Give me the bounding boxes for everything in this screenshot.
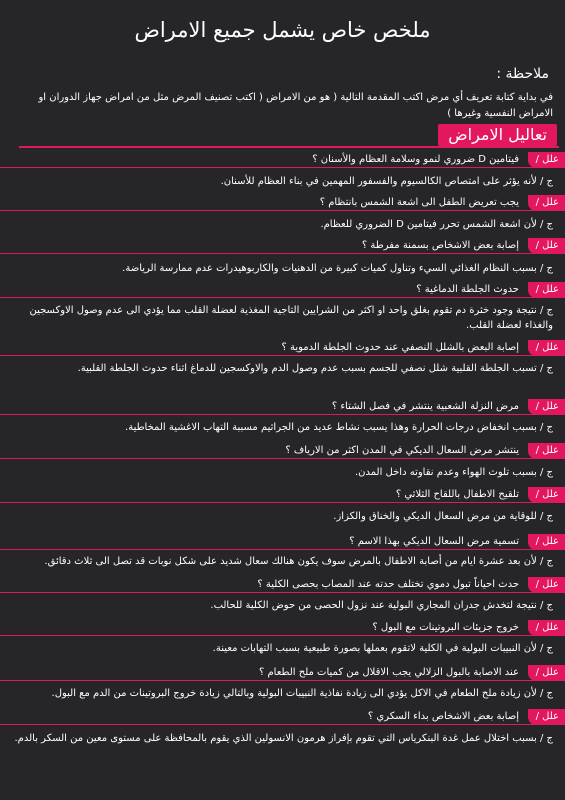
question-text: إصابة البعض بالشلل النصفي عند حدوث الجلطة الدموية ؟ xyxy=(281,342,519,353)
question-row xyxy=(0,282,565,298)
question-badge: علل / xyxy=(528,399,565,415)
answer-text: ج / بسبب انخفاض درجات الحرارة وهذا يسبب نشاط عديد من الجراثيم مسببة التهاب الاغشية المخاطية. xyxy=(125,422,553,433)
question-badge: علل / xyxy=(528,443,565,459)
answer-text: ج / بسبب النظام الغذائي السيء وتناول كميات كبيرة من الدهنيات والكاربوهيدرات عدم ممارسة الرياضة. xyxy=(122,263,553,274)
question-badge: علل / xyxy=(528,709,565,725)
answer-text: ج / لأنه يؤثر على امتصاص الكالسيوم والفسفور المهمين في بناء العظام للأسنان. xyxy=(220,176,553,187)
question-badge: علل / xyxy=(528,340,565,356)
section-title: تعاليل الامراض xyxy=(438,124,557,146)
question-row xyxy=(0,340,565,356)
answer-text: ج / لأن اشعة الشمس تحرر فيتامين D الضروري للعظام. xyxy=(320,219,553,230)
answer-text: ج / تسبب الجلطة القلبية شلل نصفي للجسم بسبب عدم وصول الدم والاوكسجين للدماغ اثناء حدوث الجلطة القلبية. xyxy=(77,363,553,374)
question-row xyxy=(0,238,565,254)
question-row xyxy=(0,152,565,168)
question-badge: علل / xyxy=(528,238,565,254)
question-row xyxy=(0,709,565,725)
question-text: حدوث الجلطة الدماغية ؟ xyxy=(416,284,519,295)
question-text: فيتامين D ضروري لنمو وسلامة العظام والأسنان ؟ xyxy=(312,154,519,165)
question-badge: علل / xyxy=(528,152,565,168)
page-title: ملخص خاص يشمل جميع الامراض xyxy=(134,18,431,42)
question-row xyxy=(0,577,565,593)
section-header xyxy=(19,124,559,148)
answer-text: ج / نتيجة لتخدش جدران المجاري البولية عند نزول الحصى من حوض الكلية للحالب. xyxy=(210,600,553,611)
question-text: ينتشر مرض السعال الديكي في المدن اكثر من الارياف ؟ xyxy=(285,445,519,456)
question-text: يجب تعريض الطفل الى اشعة الشمس بانتظام ؟ xyxy=(319,197,519,208)
question-badge: علل / xyxy=(528,577,565,593)
answer-text: ج / بسبب تلوث الهواء وعدم نقاوته داخل المدن. xyxy=(354,467,553,478)
question-text: تلقيح الاطفال باللقاح الثلاثي ؟ xyxy=(395,489,519,500)
question-badge: علل / xyxy=(528,665,565,681)
question-badge: علل / xyxy=(528,282,565,298)
question-text: إصابة بعض الاشخاص بسمنة مفرطة ؟ xyxy=(361,240,519,251)
question-text: تسمية مرض السعال الديكي بهذا الاسم ؟ xyxy=(349,536,519,547)
question-badge: علل / xyxy=(528,195,565,211)
question-text: إصابة بعض الاشخاص بداء السكري ؟ xyxy=(367,711,519,722)
question-row xyxy=(0,534,565,550)
answer-text: ج / بسبب اختلال عمل غدة البنكرياس التي تقوم بإفراز هرمون الانسولين الذي يقوم بالمحافظة على مستوى معين من السكر بالدم. xyxy=(14,733,553,744)
question-text: مرض النزلة الشعبية ينتشر في فصل الشتاء ؟ xyxy=(331,401,519,412)
answer-text: ج / نتيجة وجود خثرة دم تقوم بغلق واحد او اكثر من الشرايين التاجية المغذية لعضلة القلب مما يؤدي الى عدم وصول الاوكسجين والغذاء لعضلة القلب. xyxy=(29,305,553,331)
question-row xyxy=(0,443,565,459)
question-badge: علل / xyxy=(528,487,565,503)
note-label: ملاحظة : xyxy=(496,66,549,82)
answer-text: ج / لأن زيادة ملح الطعام في الاكل يؤدي الى زيادة نفاذية النبيبات البولية وبالتالي زيادة خروج البروتينات من الدم مع البول. xyxy=(51,688,553,699)
question-row xyxy=(0,399,565,415)
question-text: خروج جزيئات البروتينات مع البول ؟ xyxy=(372,622,519,633)
answer-text: ج / لأن النبيبات البولية في الكلية لاتقوم بعملها بصورة طبيعية بسبب التهابات معينة. xyxy=(212,643,553,654)
question-row xyxy=(0,620,565,636)
question-badge: علل / xyxy=(528,534,565,550)
question-row xyxy=(0,195,565,211)
question-text: حدث احياناً تبول دموي تختلف حدته عند المصاب بحصى الكلية ؟ xyxy=(257,579,519,590)
question-row xyxy=(0,665,565,681)
answer-text: ج / للوقاية من مرض السعال الديكي والخناق والكزاز. xyxy=(333,511,553,522)
question-badge: علل / xyxy=(528,620,565,636)
answer-text: ج / لأن بعد عشرة ايام من أصابة الاطفال بالمرض سوف يكون هنالك سعال شديد على شكل نوبات قد تصل الى ثلاث دقائق. xyxy=(44,556,553,567)
note-text: في بداية كتابة تعريف أي مرض اكتب المقدمة التالية ( هو من الامراض ( اكتب تصنيف المرض مثل من امراض جهاز الدوران او الامراض النفسية وغيرها ) xyxy=(38,92,553,119)
question-text: عند الاصابة بالبول الزلالي يجب الاقلال من كميات ملح الطعام ؟ xyxy=(259,667,519,678)
question-row xyxy=(0,487,565,503)
